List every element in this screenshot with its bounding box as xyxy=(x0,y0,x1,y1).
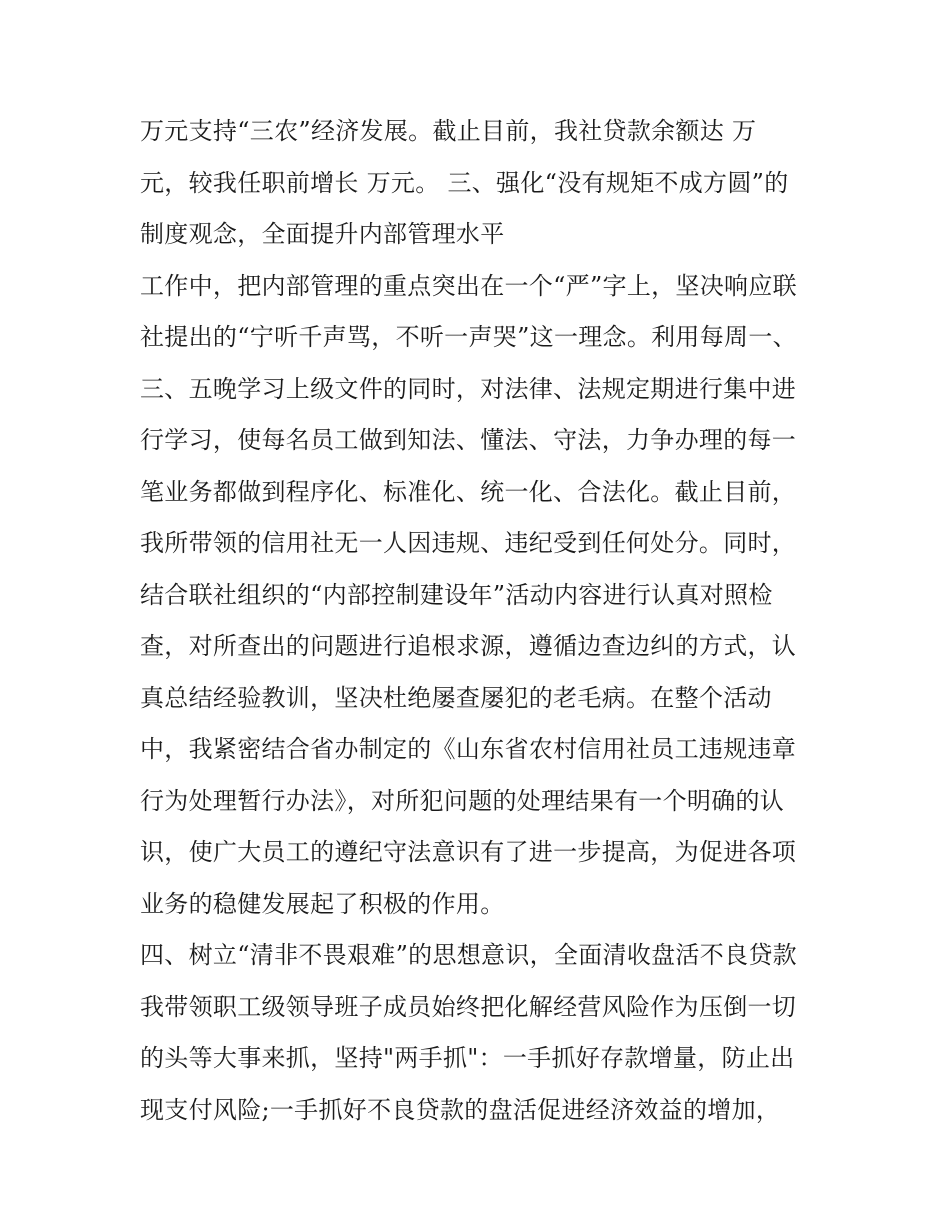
text-line: 工作中，把内部管理的重点突出在一个“严”字上，坚决响应联 xyxy=(140,271,797,300)
text-line: 识，使广大员工的遵纪守法意识有了进一步提高，为促进各项 xyxy=(140,838,797,866)
text-line: 三、五晚学习上级文件的同时，对法律、法规定期进行集中进 xyxy=(140,374,797,403)
text-line: 行学习，使每名员工做到知法、懂法、守法，力争办理的每一 xyxy=(140,426,797,454)
text-line: 查，对所查出的问题进行追根求源，遵循边查边纠的方式，认 xyxy=(140,632,797,660)
text-line: 社提出的“宁听千声骂，不听一声哭”这一理念。利用每周一、 xyxy=(140,323,797,351)
text-line: 的头等大事来抓，坚持"两手抓"：一手抓好存款增量，防止出 xyxy=(140,1044,795,1072)
text-line: 元，较我任职前增长 万元。 三、强化“没有规矩不成方圆”的 xyxy=(140,168,789,197)
text-line: 业务的稳健发展起了积极的作用。 xyxy=(140,889,505,918)
text-line: 中，我紧密结合省办制定的《山东省农村信用社员工违规违章 xyxy=(140,735,797,763)
text-line: 万元支持“三农”经济发展。截止目前，我社贷款余额达 万 xyxy=(140,117,757,145)
text-line: 制度观念，全面提升内部管理水平 xyxy=(140,220,505,248)
text-line: 真总结经验教训，坚决杜绝屡查屡犯的老毛病。在整个活动 xyxy=(140,683,772,712)
text-line: 笔业务都做到程序化、标准化、统一化、合法化。截止目前， xyxy=(140,477,797,506)
text-line: 我所带领的信用社无一人因违规、违纪受到任何处分。同时， xyxy=(140,529,797,557)
body-text xyxy=(140,106,830,1136)
text-line: 结合联社组织的“内部控制建设年”活动内容进行认真对照检 xyxy=(140,580,773,609)
text-line: 现支付风险;一手抓好不良贷款的盘活促进经济效益的增加， xyxy=(140,1095,781,1124)
text-line: 行为处理暂行办法》，对所犯问题的处理结果有一个明确的认 xyxy=(140,786,785,815)
text-line: 四、树立“清非不畏艰难”的思想意识，全面清收盘活不良贷款 xyxy=(140,941,797,969)
text-line: 我带领职工级领导班子成员始终把化解经营风险作为压倒一切 xyxy=(140,992,797,1021)
